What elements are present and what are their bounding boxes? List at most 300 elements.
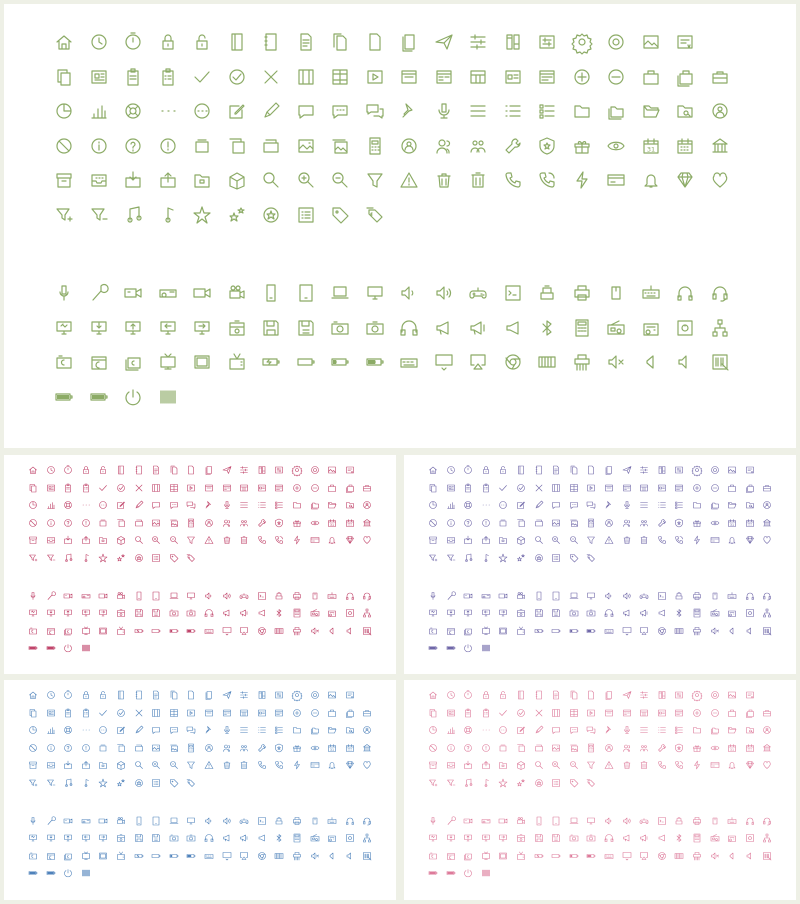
shield-star-icon	[274, 518, 284, 528]
documents-icon	[169, 465, 179, 475]
trash-can-icon	[239, 760, 249, 770]
documents-icon	[569, 690, 579, 700]
folder-archive-icon	[498, 535, 508, 545]
folder-search-icon	[745, 500, 755, 510]
folder-archive-icon	[98, 760, 108, 770]
bank-icon	[762, 743, 772, 753]
list-lines-icon	[239, 500, 249, 510]
warning-icon	[604, 535, 614, 545]
safe-box-icon	[745, 608, 755, 618]
pencil-icon	[134, 500, 144, 510]
icon-sheet-pink	[404, 680, 796, 900]
notebook-bound-icon	[534, 465, 544, 475]
clipboard-list-icon	[81, 708, 91, 718]
gamepad-icon	[468, 283, 488, 303]
picture-icon	[551, 518, 561, 528]
floppy-disk-icon	[534, 833, 544, 843]
floppy-save-icon	[296, 318, 316, 338]
speaker-high-icon	[434, 283, 454, 303]
film-icon	[551, 483, 561, 493]
monitor-right-icon	[192, 318, 212, 338]
minus-circle-icon	[606, 67, 626, 87]
film-icon	[296, 67, 316, 87]
camera-retro-icon	[46, 626, 56, 636]
barcode-scanner-icon	[762, 851, 772, 861]
lock-icon	[81, 465, 91, 475]
bell-icon	[727, 760, 737, 770]
newspaper-icon	[446, 708, 456, 718]
barcode-scanner-icon	[710, 352, 730, 372]
clipboard-list-icon	[481, 708, 491, 718]
megaphone-loud-icon	[639, 608, 649, 618]
star-badge-icon	[134, 778, 144, 788]
minus-circle-icon	[710, 708, 720, 718]
battery-full-left-icon	[28, 643, 38, 653]
headphones-large-icon	[604, 833, 614, 843]
calculator-device-icon	[692, 608, 702, 618]
battery-low-icon	[330, 352, 350, 372]
clock-icon	[46, 690, 56, 700]
inbox-tray-icon	[446, 535, 456, 545]
radio-icon	[710, 608, 720, 618]
tags-icon	[586, 778, 596, 788]
tv-screen-icon	[158, 352, 178, 372]
safe-box-icon	[675, 318, 695, 338]
barcode-icon	[81, 643, 91, 653]
users-icon	[622, 518, 632, 528]
bar-chart-icon	[446, 500, 456, 510]
gift-icon	[572, 136, 592, 156]
eye-icon	[710, 743, 720, 753]
chat-bubbles-icon	[586, 500, 596, 510]
zoom-out-icon	[569, 535, 579, 545]
cross-icon	[261, 67, 281, 87]
camera-compact-icon	[28, 626, 38, 636]
megaphone-loud-icon	[468, 318, 488, 338]
monitor-left-icon	[158, 318, 178, 338]
card-box-icon	[134, 518, 144, 528]
document-stack-icon	[204, 690, 214, 700]
home-icon	[428, 465, 438, 475]
tv-screen-icon	[481, 851, 491, 861]
unlock-icon	[98, 690, 108, 700]
battery-empty-icon	[551, 851, 561, 861]
list-details-icon	[537, 101, 557, 121]
grid-window-icon	[468, 67, 488, 87]
power-button-icon	[463, 643, 473, 653]
chrome-circle-icon	[503, 352, 523, 372]
mouse-icon	[710, 591, 720, 601]
lock-icon	[81, 690, 91, 700]
star-icon	[98, 778, 108, 788]
microphone-icon	[434, 101, 454, 121]
eye-icon	[606, 136, 626, 156]
movie-camera-icon	[516, 816, 526, 826]
network-icon	[762, 608, 772, 618]
sliders-icon	[639, 465, 649, 475]
terminal-icon	[503, 283, 523, 303]
cross-icon	[134, 708, 144, 718]
ellipsis-icon	[81, 725, 91, 735]
network-icon	[762, 833, 772, 843]
gear-icon	[292, 465, 302, 475]
warning-icon	[399, 170, 419, 190]
megaphone-small-icon	[503, 318, 523, 338]
pin-icon	[604, 500, 614, 510]
tabs-window-icon	[399, 67, 419, 87]
floppy-disk-icon	[534, 608, 544, 618]
id-card-icon	[257, 483, 267, 493]
film-frames-icon	[569, 708, 579, 718]
shield-star-icon	[274, 743, 284, 753]
radio-speaker-icon	[727, 608, 737, 618]
user-circle-icon	[362, 500, 372, 510]
ellipsis-circle-icon	[192, 101, 212, 121]
monitor-icon	[365, 283, 385, 303]
bank-icon	[362, 743, 372, 753]
icon-sheet-blue	[4, 680, 396, 900]
floppy-save-icon	[551, 833, 561, 843]
camera-flash-icon	[186, 833, 196, 843]
keyboard-icon	[327, 816, 337, 826]
briefcase-icon	[727, 708, 737, 718]
list-details-icon	[674, 500, 684, 510]
zoom-out-icon	[569, 760, 579, 770]
trash-icon	[434, 170, 454, 190]
projector-icon	[481, 591, 491, 601]
notebook-bound-icon	[134, 465, 144, 475]
tag-icon	[169, 778, 179, 788]
info-circle-icon	[446, 743, 456, 753]
power-button-icon	[63, 643, 73, 653]
inbox-tray-icon	[89, 170, 109, 190]
film-icon	[151, 483, 161, 493]
folder-search-icon	[345, 725, 355, 735]
box-delivery-icon	[227, 170, 247, 190]
monitor-download-icon	[89, 318, 109, 338]
bar-chart-icon	[46, 500, 56, 510]
lightning-icon	[692, 535, 702, 545]
video-player-icon	[186, 483, 196, 493]
calendar-icon	[727, 743, 737, 753]
document-text-icon	[151, 690, 161, 700]
video-camera-icon	[498, 816, 508, 826]
edit-square-icon	[516, 725, 526, 735]
tv-grid-icon	[498, 851, 508, 861]
speaker-high-icon	[622, 591, 632, 601]
pie-chart-icon	[54, 101, 74, 121]
music-notes-icon	[463, 778, 473, 788]
barcode-scanner-icon	[362, 851, 372, 861]
bank-icon	[762, 518, 772, 528]
film-strip-icon	[274, 851, 284, 861]
alert-circle-icon	[81, 518, 91, 528]
tags-icon	[186, 778, 196, 788]
chat-bubble-icon	[169, 725, 179, 735]
stars-icon	[227, 205, 247, 225]
filter-remove-icon	[89, 205, 109, 225]
document-blank-icon	[186, 690, 196, 700]
megaphone-small-icon	[657, 833, 667, 843]
tabs-window-icon	[604, 708, 614, 718]
notebook-icon	[516, 465, 526, 475]
check-circle-icon	[116, 483, 126, 493]
heart-icon	[362, 535, 372, 545]
clock-icon	[446, 465, 456, 475]
notebook-bound-icon	[534, 690, 544, 700]
user-badge-icon	[399, 136, 419, 156]
bar-chart-icon	[446, 725, 456, 735]
trash-icon	[622, 760, 632, 770]
radio-icon	[310, 833, 320, 843]
stars-icon	[516, 553, 526, 563]
warning-icon	[204, 760, 214, 770]
tablet-icon	[551, 591, 561, 601]
video-camera-icon	[98, 816, 108, 826]
camera-retro-icon	[89, 352, 109, 372]
monitor-left-icon	[481, 608, 491, 618]
camera-photo-icon	[169, 608, 179, 618]
certificate-icon	[345, 465, 355, 475]
credit-card-icon	[606, 170, 626, 190]
camera-flash-icon	[186, 608, 196, 618]
paper-shredder-icon	[692, 626, 702, 636]
film-frames-icon	[169, 708, 179, 718]
speaker-mute-icon	[606, 352, 626, 372]
users-group-icon	[239, 743, 249, 753]
speaker-mute-icon	[310, 851, 320, 861]
wrench-icon	[657, 518, 667, 528]
checklist-icon	[151, 778, 161, 788]
checkmark-icon	[98, 483, 108, 493]
newspaper-icon	[46, 483, 56, 493]
radio-icon	[606, 318, 626, 338]
info-circle-icon	[46, 518, 56, 528]
volume-down-icon	[345, 626, 355, 636]
box-delivery-icon	[116, 535, 126, 545]
image-frame-icon	[727, 690, 737, 700]
camera-flash-icon	[586, 608, 596, 618]
calendar-icon	[327, 518, 337, 528]
microphone-small-icon	[28, 591, 38, 601]
calculator-icon	[365, 136, 385, 156]
headphones-icon	[745, 591, 755, 601]
tv-antenna-icon	[516, 851, 526, 861]
form-window-icon	[622, 483, 632, 493]
filter-add-icon	[428, 778, 438, 788]
notebook-bound-icon	[134, 690, 144, 700]
calendar-grid-icon	[675, 136, 695, 156]
chat-bubbles-icon	[186, 500, 196, 510]
tag-icon	[169, 553, 179, 563]
bell-icon	[327, 535, 337, 545]
keyboard-device-icon	[204, 626, 214, 636]
stacked-cards-icon	[192, 136, 212, 156]
star-icon	[98, 553, 108, 563]
radio-icon	[710, 833, 720, 843]
zoom-in-icon	[151, 760, 161, 770]
list-lines-icon	[468, 101, 488, 121]
ellipsis-icon	[481, 500, 491, 510]
clipboard-icon	[63, 708, 73, 718]
lightning-icon	[292, 760, 302, 770]
film-strip-icon	[537, 352, 557, 372]
credit-card-icon	[710, 535, 720, 545]
copy-icon	[428, 483, 438, 493]
microphone-small-icon	[428, 591, 438, 601]
folder-icon	[692, 725, 702, 735]
pencil-icon	[261, 101, 281, 121]
camera-retro-icon	[446, 851, 456, 861]
mouse-icon	[710, 816, 720, 826]
phone-icon	[503, 170, 523, 190]
music-note-icon	[158, 205, 178, 225]
calculator-icon	[186, 518, 196, 528]
newspaper-icon	[46, 708, 56, 718]
speech-bubble-icon	[296, 101, 316, 121]
floppy-disk-icon	[261, 318, 281, 338]
icon-sheet-red	[4, 455, 396, 674]
list-lines-icon	[639, 725, 649, 735]
barcode-icon	[481, 643, 491, 653]
sliders-box-icon	[674, 690, 684, 700]
paper-plane-icon	[222, 465, 232, 475]
switches-icon	[257, 690, 267, 700]
form-window-icon	[434, 67, 454, 87]
folder-open-icon	[327, 500, 337, 510]
trash-icon	[222, 760, 232, 770]
user-badge-icon	[204, 518, 214, 528]
camcorder-icon	[63, 816, 73, 826]
zoom-in-icon	[551, 535, 561, 545]
upload-box-icon	[481, 535, 491, 545]
camcorder-icon	[463, 816, 473, 826]
terminal-icon	[257, 591, 267, 601]
cameras-icon	[463, 851, 473, 861]
trash-can-icon	[239, 535, 249, 545]
floppy-disk-icon	[134, 608, 144, 618]
lightning-icon	[572, 170, 592, 190]
document-text-icon	[151, 465, 161, 475]
users-group-icon	[639, 518, 649, 528]
battery-low-icon	[169, 626, 179, 636]
document-text-icon	[296, 32, 316, 52]
copy-icon	[28, 708, 38, 718]
speaker-high-icon	[222, 816, 232, 826]
tag-icon	[330, 205, 350, 225]
search-icon	[534, 760, 544, 770]
laptop-icon	[330, 283, 350, 303]
notebook-icon	[516, 690, 526, 700]
gift-icon	[692, 518, 702, 528]
tv-grid-icon	[98, 626, 108, 636]
question-circle-icon	[463, 743, 473, 753]
power-button-icon	[463, 868, 473, 878]
grid-window-icon	[239, 483, 249, 493]
battery-empty-icon	[151, 851, 161, 861]
window-copy-icon	[116, 518, 126, 528]
monitor-icon	[186, 816, 196, 826]
music-notes-icon	[463, 553, 473, 563]
switches-icon	[257, 465, 267, 475]
monitor-download-icon	[46, 608, 56, 618]
network-icon	[710, 318, 730, 338]
paper-shredder-icon	[292, 851, 302, 861]
star-badge-icon	[134, 553, 144, 563]
camera-compact-icon	[54, 352, 74, 372]
diamond-icon	[745, 760, 755, 770]
bluetooth-icon	[537, 318, 557, 338]
gear-icon	[572, 32, 592, 52]
floppy-disk-icon	[134, 833, 144, 843]
bar-chart-icon	[46, 725, 56, 735]
tablet-icon	[151, 591, 161, 601]
monitor-upload-icon	[463, 833, 473, 843]
list-bullets-icon	[503, 101, 523, 121]
block-icon	[428, 743, 438, 753]
battery-full-icon	[446, 643, 456, 653]
document-stack-icon	[604, 465, 614, 475]
calendar-day-label: 31	[730, 747, 735, 752]
stopwatch-icon	[123, 32, 143, 52]
camera-retro-icon	[46, 851, 56, 861]
checkmark-icon	[192, 67, 212, 87]
stopwatch-icon	[63, 465, 73, 475]
printer-icon	[292, 591, 302, 601]
picture-icon	[151, 743, 161, 753]
window-copy-icon	[116, 743, 126, 753]
image-frame-icon	[641, 32, 661, 52]
book-window-icon	[537, 67, 557, 87]
funnel-icon	[365, 170, 385, 190]
lifebuoy-icon	[63, 500, 73, 510]
monitor-icon	[586, 816, 596, 826]
funnel-icon	[586, 760, 596, 770]
laptop-icon	[169, 591, 179, 601]
keyboard-device-icon	[604, 851, 614, 861]
filter-add-icon	[28, 553, 38, 563]
form-window-icon	[222, 708, 232, 718]
terminal-icon	[657, 591, 667, 601]
download-box-icon	[463, 760, 473, 770]
speaker-low-icon	[604, 591, 614, 601]
headphones-icon	[745, 816, 755, 826]
phone-mobile-icon	[134, 816, 144, 826]
block-icon	[428, 518, 438, 528]
certificate-icon	[675, 32, 695, 52]
gear-badge-icon	[606, 32, 626, 52]
list-bullets-icon	[257, 500, 267, 510]
stacked-cards-icon	[98, 743, 108, 753]
calculator-device-icon	[292, 833, 302, 843]
block-icon	[28, 743, 38, 753]
monitor-left-icon	[481, 833, 491, 843]
chat-bubbles-icon	[365, 101, 385, 121]
home-icon	[428, 690, 438, 700]
megaphone-icon	[222, 833, 232, 843]
book-window-icon	[274, 708, 284, 718]
pencil-icon	[534, 725, 544, 735]
printer-icon	[692, 591, 702, 601]
battery-full-icon	[46, 868, 56, 878]
phone-mobile-icon	[261, 283, 281, 303]
shield-star-icon	[674, 518, 684, 528]
upload-box-icon	[81, 535, 91, 545]
box-delivery-icon	[516, 535, 526, 545]
card-box-icon	[261, 136, 281, 156]
toolbox-icon	[762, 708, 772, 718]
megaphone-icon	[434, 318, 454, 338]
